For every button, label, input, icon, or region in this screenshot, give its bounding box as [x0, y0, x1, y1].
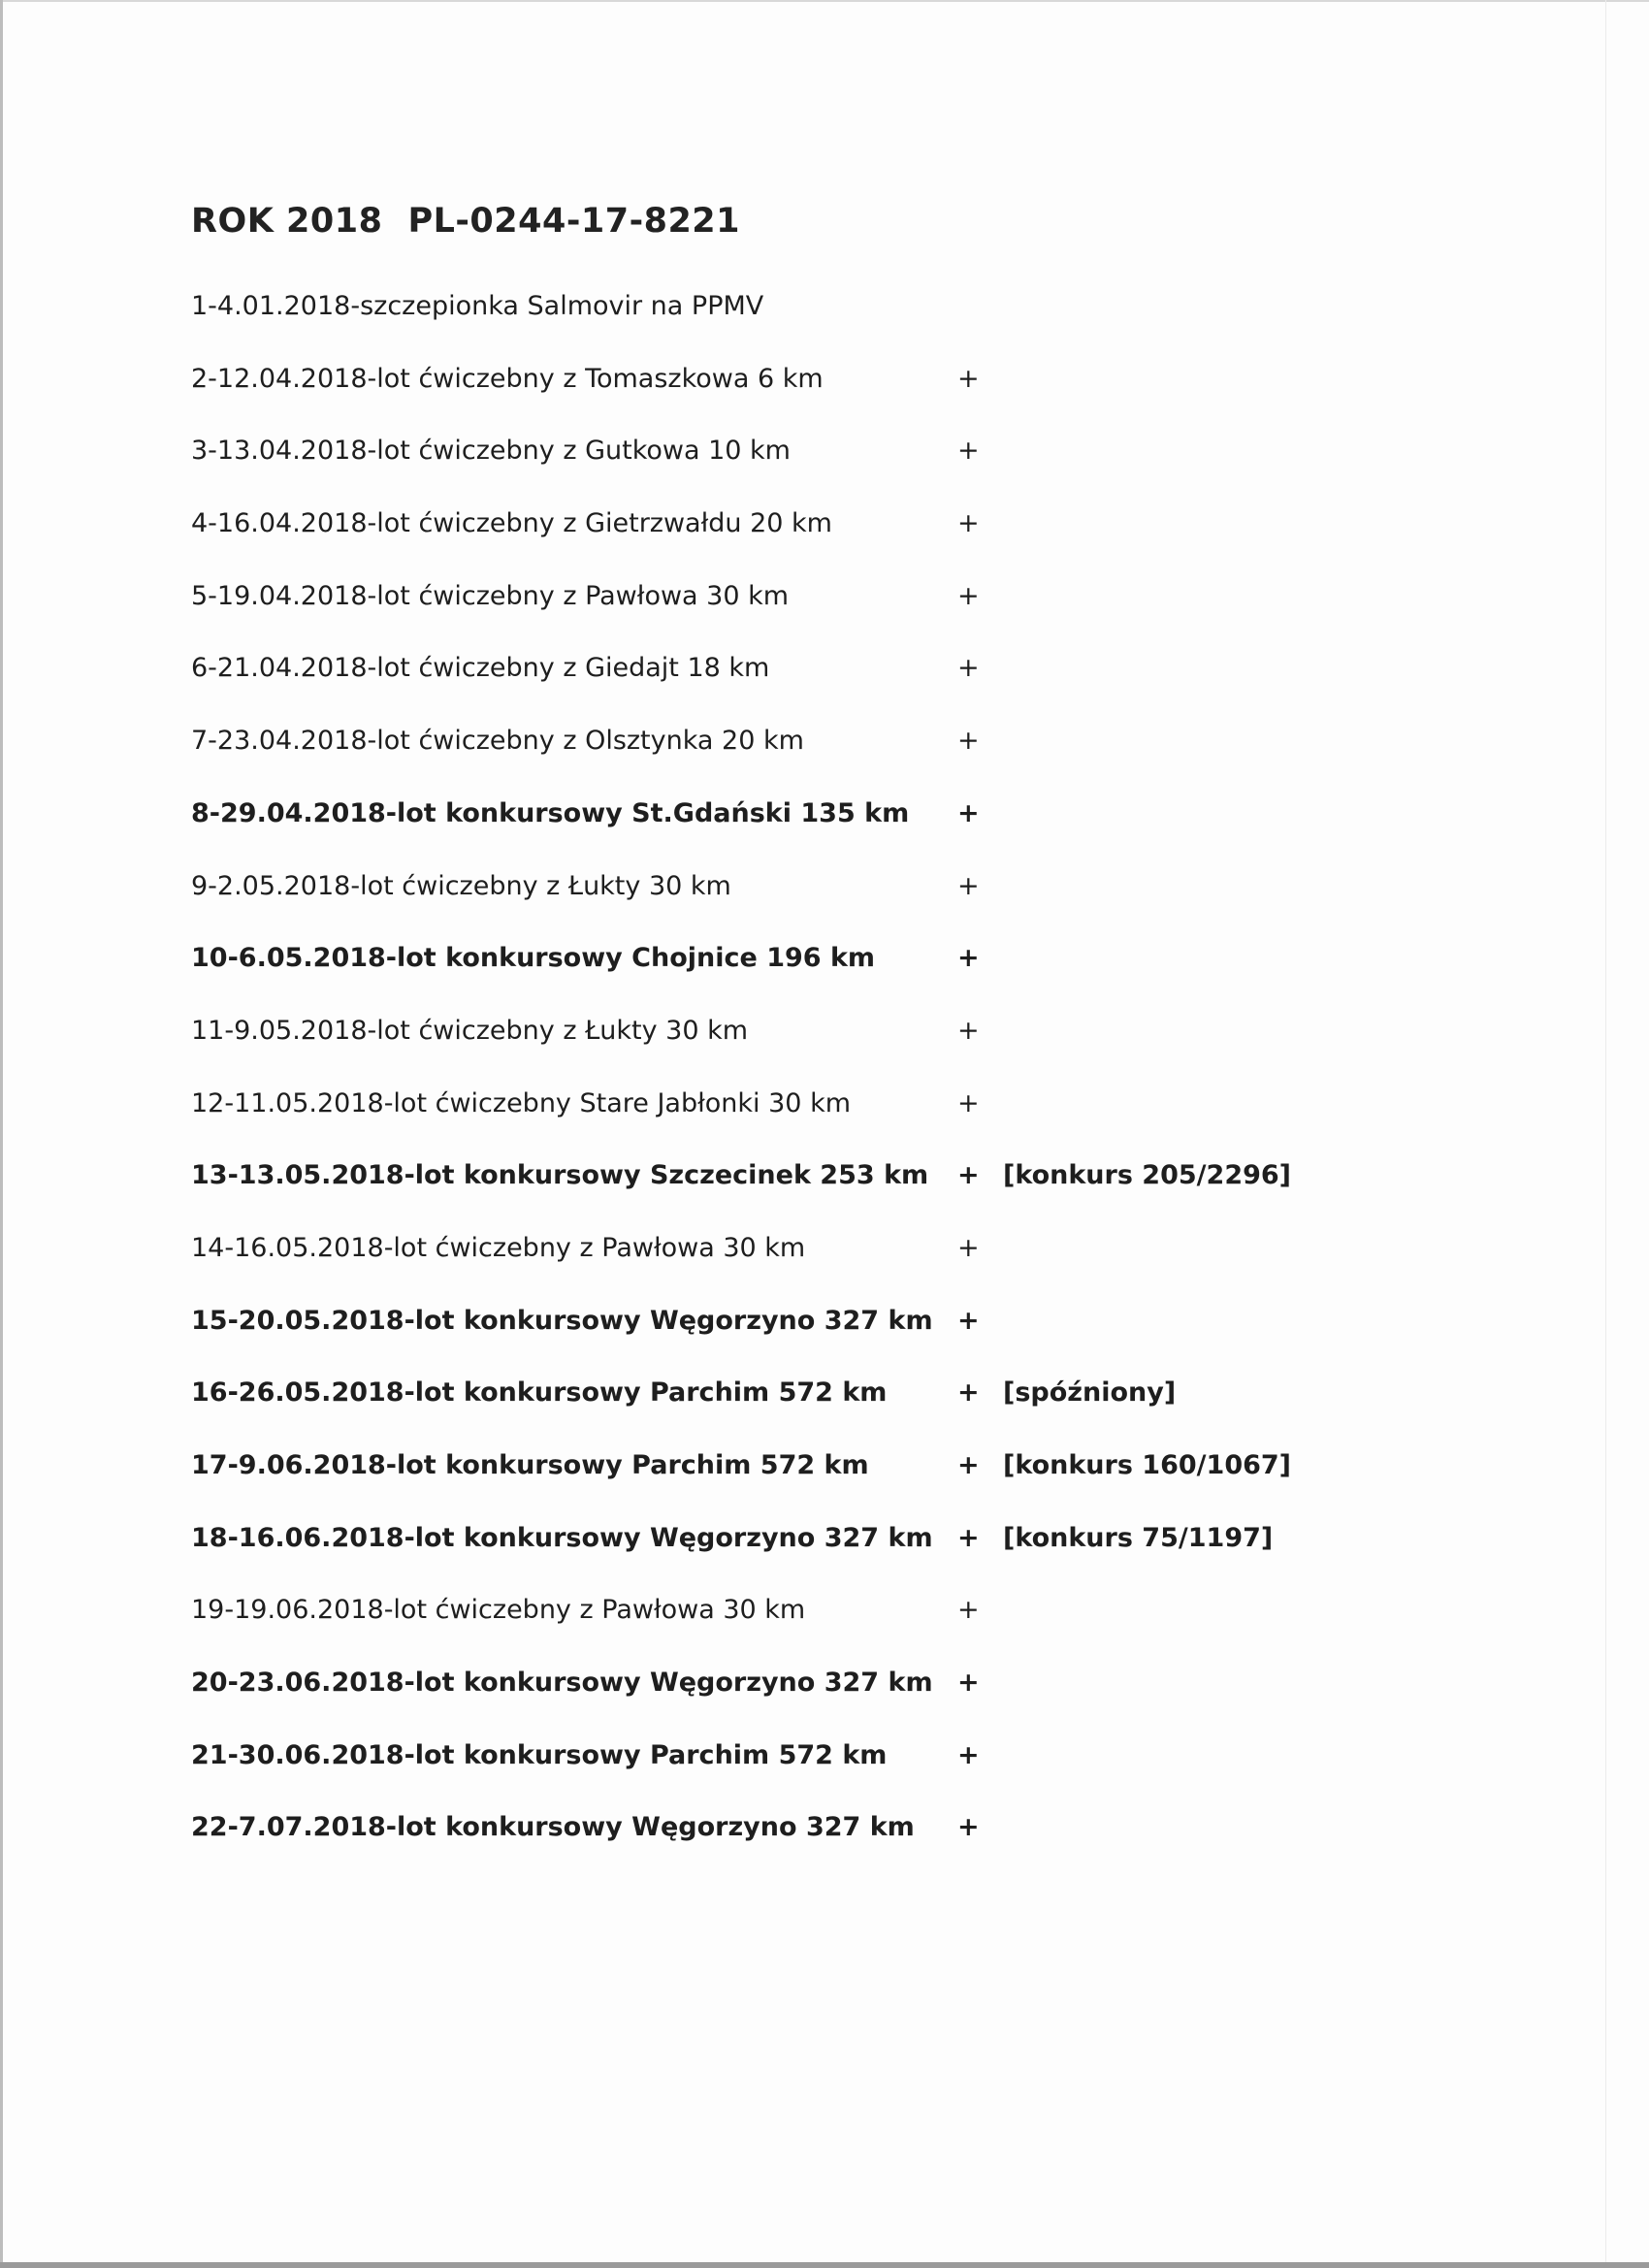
entry-text: 17-9.06.2018-lot konkursowy Parchim 572 km — [191, 1450, 869, 1480]
entry-text: 4-16.04.2018-lot ćwiczebny z Gietrzwałdu 20 km — [191, 508, 832, 539]
list-item — [191, 1229, 1549, 1302]
entry-text: 22-7.07.2018-lot konkursowy Węgorzyno 327 km — [191, 1812, 915, 1843]
entry-note: [spóźniony] — [1003, 1377, 1177, 1409]
entry-mark: + — [957, 508, 980, 539]
entry-mark: + — [957, 1015, 980, 1046]
list-item — [191, 1519, 1549, 1592]
list-item — [191, 1664, 1549, 1736]
entry-note: [konkurs 160/1067] — [1003, 1450, 1292, 1480]
entry-mark: + — [957, 1522, 980, 1553]
list-item — [191, 1736, 1549, 1809]
entry-note: [konkurs 205/2296] — [1003, 1160, 1292, 1191]
entry-mark: + — [957, 943, 980, 974]
entry-mark: + — [957, 436, 980, 467]
entry-text: 7-23.04.2018-lot ćwiczebny z Olsztynka 20 km — [191, 726, 804, 757]
list-item — [191, 504, 1549, 577]
entry-text: 20-23.06.2018-lot konkursowy Węgorzyno 327 km — [191, 1668, 933, 1699]
entry-text: 5-19.04.2018-lot ćwiczebny z Pawłowa 30 km — [191, 580, 790, 611]
entry-mark: + — [957, 1160, 980, 1191]
list-item — [191, 1808, 1549, 1881]
page-title — [191, 202, 740, 241]
scan-edge-top — [0, 0, 1649, 2]
entry-text: 3-13.04.2018-lot ćwiczebny z Gutkowa 10 km — [191, 436, 791, 467]
entry-text: 12-11.05.2018-lot ćwiczebny Stare Jabłonki 30 km — [191, 1087, 852, 1118]
entry-mark: + — [957, 1595, 980, 1626]
entry-mark: + — [957, 726, 980, 757]
entry-mark: + — [957, 1739, 980, 1770]
list-item — [191, 1591, 1549, 1664]
scan-edge-right — [1605, 0, 1606, 2268]
list-item — [191, 577, 1549, 650]
list-item — [191, 432, 1549, 504]
list-item — [191, 722, 1549, 794]
entry-text: 19-19.06.2018-lot ćwiczebny z Pawłowa 30 km — [191, 1595, 806, 1626]
entry-mark: + — [957, 1668, 980, 1699]
entry-mark: + — [957, 1232, 980, 1263]
list-item — [191, 1446, 1549, 1519]
entry-text: 14-16.05.2018-lot ćwiczebny z Pawłowa 30 km — [191, 1232, 806, 1263]
entry-mark: + — [957, 1305, 980, 1336]
entry-mark: + — [957, 363, 980, 394]
entry-text: 11-9.05.2018-lot ćwiczebny z Łukty 30 km — [191, 1015, 749, 1046]
entry-text: 1-4.01.2018-szczepionka Salmovir na PPMV — [191, 291, 764, 321]
entry-mark: + — [957, 1377, 980, 1409]
entry-text: 6-21.04.2018-lot ćwiczebny z Giedajt 18 km — [191, 653, 770, 684]
year-label: ROK 2018 — [191, 202, 383, 241]
entry-mark: + — [957, 580, 980, 611]
entry-text: 9-2.05.2018-lot ćwiczebny z Łukty 30 km — [191, 870, 731, 901]
list-item — [191, 1012, 1549, 1085]
entry-text: 2-12.04.2018-lot ćwiczebny z Tomaszkowa 6 km — [191, 363, 824, 394]
list-item — [191, 360, 1549, 433]
entry-text: 10-6.05.2018-lot konkursowy Chojnice 196 km — [191, 943, 876, 974]
entry-mark: + — [957, 653, 980, 684]
list-item — [191, 1156, 1549, 1229]
entry-text: 8-29.04.2018-lot konkursowy St.Gdański 135 km — [191, 797, 910, 828]
list-item — [191, 1085, 1549, 1157]
entry-mark: + — [957, 870, 980, 901]
list-item — [191, 794, 1549, 867]
scan-edge-bottom — [0, 2262, 1649, 2268]
list-item — [191, 867, 1549, 940]
list-item — [191, 1374, 1549, 1446]
entry-note: [konkurs 75/1197] — [1003, 1522, 1274, 1553]
entry-text: 16-26.05.2018-lot konkursowy Parchim 572 km — [191, 1377, 888, 1409]
scan-edge-left — [0, 0, 3, 2268]
entry-mark: + — [957, 1450, 980, 1480]
list-item — [191, 939, 1549, 1012]
entry-text: 15-20.05.2018-lot konkursowy Węgorzyno 327 km — [191, 1305, 933, 1336]
ring-number: PL-0244-17-8221 — [407, 202, 741, 241]
entry-text: 21-30.06.2018-lot konkursowy Parchim 572 km — [191, 1739, 888, 1770]
entry-mark: + — [957, 1812, 980, 1843]
entry-mark: + — [957, 1087, 980, 1118]
list-item — [191, 1302, 1549, 1375]
list-item — [191, 649, 1549, 722]
entry-text: 18-16.06.2018-lot konkursowy Węgorzyno 327 km — [191, 1522, 933, 1553]
entry-mark: + — [957, 797, 980, 828]
entry-text: 13-13.05.2018-lot konkursowy Szczecinek 253 km — [191, 1160, 929, 1191]
flight-log-list — [191, 287, 1549, 1881]
list-item — [191, 287, 1549, 360]
